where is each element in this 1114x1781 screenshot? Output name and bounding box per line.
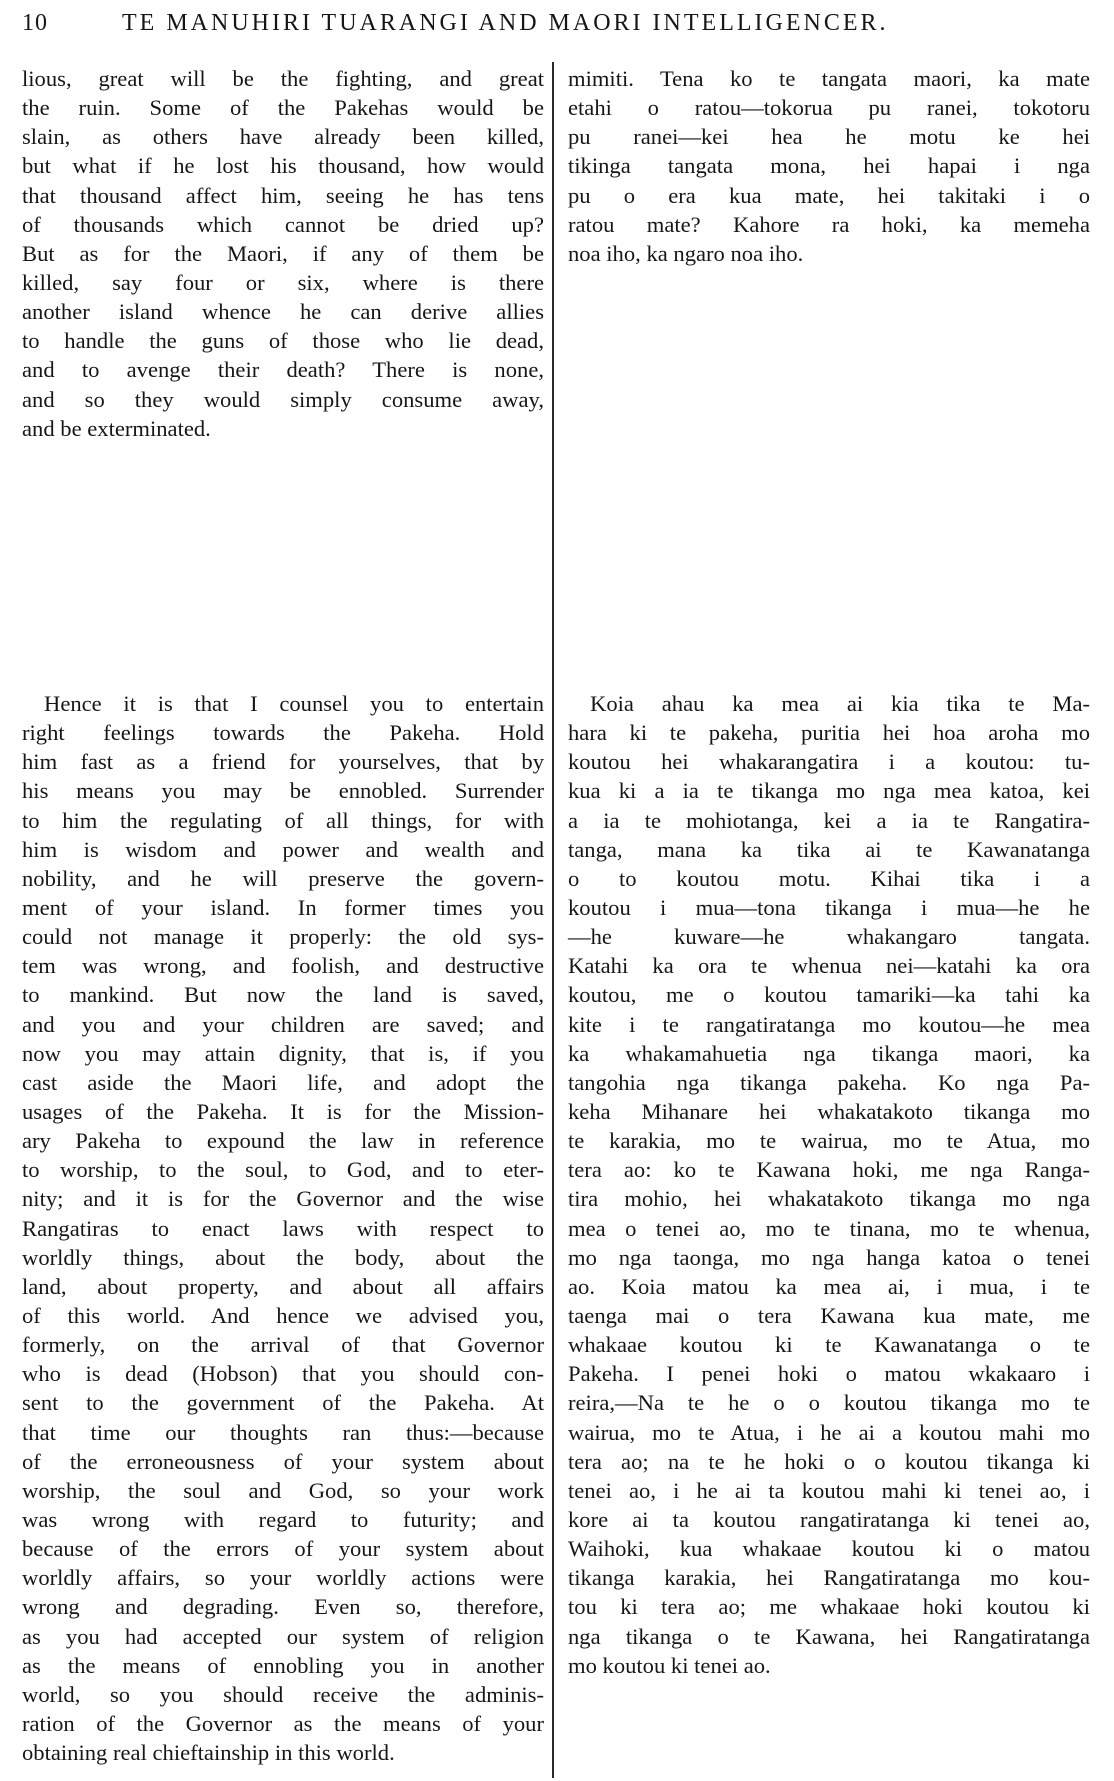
text-line: obtaining real chieftainship in this world. <box>22 1740 395 1766</box>
text-line: pu o era kua mate, hei takitaki i o <box>568 182 1090 208</box>
text-line: and you and your children are saved; and <box>22 1011 544 1037</box>
text-line: usages of the Pakeha. It is for the Mission- <box>22 1098 544 1124</box>
text-line: taenga mai o tera Kawana kua mate, me <box>568 1302 1090 1328</box>
text-line: tenei ao, i he ai ta koutou mahi ki tenei ao, i <box>568 1477 1090 1503</box>
page-header <box>22 4 1012 48</box>
text-line: Katahi ka ora te whenua nei—katahi ka ora <box>568 953 1090 979</box>
text-line: nity; and it is for the Governor and the wise <box>22 1186 544 1212</box>
maori-column-bottom <box>568 689 1090 1680</box>
text-line: to him the regulating of all things, for with <box>22 807 544 833</box>
text-line: nobility, and he will preserve the govern- <box>22 865 544 891</box>
text-line: te karakia, mo te wairua, mo te Atua, mo <box>568 1128 1090 1154</box>
text-line: tikanga karakia, hei Rangatiratanga mo kou- <box>568 1565 1090 1591</box>
text-line: keha Mihanare hei whakatakoto tikanga mo <box>568 1098 1090 1124</box>
text-line: nga tikanga o te Kawana, hei Rangatiratanga <box>568 1623 1090 1649</box>
text-line: formerly, on the arrival of that Governor <box>22 1332 544 1358</box>
text-line: ary Pakeha to expound the law in reference <box>22 1128 544 1154</box>
text-line: to mankind. But now the land is saved, <box>22 982 544 1008</box>
text-line: a ia te mohiotanga, kei a ia te Rangatira- <box>568 807 1090 833</box>
text-line: his means you may be ennobled. Surrender <box>22 778 544 804</box>
text-line: right feelings towards the Pakeha. Hold <box>22 720 544 746</box>
text-line: tera ao; na te he hoki o o koutou tikanga ki <box>568 1448 1090 1474</box>
text-line: now you may attain dignity, that is, if you <box>22 1040 544 1066</box>
text-line: tira mohio, hei whakatakoto tikanga mo nga <box>568 1186 1090 1212</box>
column-divider <box>552 62 554 1778</box>
text-line: koutou i mua—tona tikanga i mua—he he <box>568 894 1090 920</box>
text-line: noa iho, ka ngaro noa iho. <box>568 240 804 266</box>
english-column-bottom <box>22 689 544 1767</box>
text-line: ration of the Governor as the means of your <box>22 1710 544 1736</box>
text-line: slain, as others have already been killed, <box>22 124 544 150</box>
text-line: Koia ahau ka mea ai kia tika te Ma- <box>590 691 1090 716</box>
text-line: kite i te rangatiratanga mo koutou—he mea <box>568 1011 1090 1037</box>
text-line: wrong and degrading. Even so, therefore, <box>22 1594 544 1620</box>
text-line: sent to the government of the Pakeha. At <box>22 1390 544 1416</box>
english-column-top <box>22 64 544 443</box>
text-line: of this world. And hence we advised you, <box>22 1302 544 1328</box>
text-line: tera ao: ko te Kawana hoki, me nga Ranga- <box>568 1157 1090 1183</box>
text-line: lious, great will be the fighting, and great <box>22 66 544 91</box>
text-line: but what if he lost his thousand, how would <box>22 153 544 179</box>
text-line: etahi o ratou—tokorua pu ranei, tokotoru <box>568 95 1090 121</box>
text-line: that thousand affect him, seeing he has tens <box>22 182 544 208</box>
text-line: land, about property, and about all affairs <box>22 1273 544 1299</box>
text-line: —he kuware—he whakangaro tangata. <box>568 924 1090 950</box>
text-line: of the erroneousness of your system about <box>22 1448 544 1474</box>
text-line: of thousands which cannot be dried up? <box>22 211 544 237</box>
text-line: mimiti. Tena ko te tangata maori, ka mate <box>568 66 1090 91</box>
text-line: worship, the soul and God, so your work <box>22 1477 544 1503</box>
text-line: mo nga taonga, mo nga hanga katoa o tenei <box>568 1244 1090 1270</box>
text-line: tanga, mana ka tika ai te Kawanatanga <box>568 836 1090 862</box>
publication-title: TE MANUHIRI TUARANGI AND MAORI INTELLIGENCER. <box>122 10 889 36</box>
page-number: 10 <box>22 10 48 36</box>
text-line: mo koutou ki tenei ao. <box>568 1652 771 1678</box>
text-line: worldly things, about the body, about the <box>22 1244 544 1270</box>
text-line: ka whakamahuetia nga tikanga maori, ka <box>568 1040 1090 1066</box>
text-line: because of the errors of your system about <box>22 1536 544 1562</box>
text-line: another island whence he can derive allies <box>22 299 544 325</box>
text-line: ao. Koia matou ka mea ai, i mua, i te <box>568 1273 1090 1299</box>
text-line: him is wisdom and power and wealth and <box>22 836 544 862</box>
text-line: as you had accepted our system of religion <box>22 1623 544 1649</box>
text-line: o to koutou motu. Kihai tika i a <box>568 865 1090 891</box>
text-line: tikinga tangata mona, hei hapai i nga <box>568 153 1090 179</box>
text-line: worldly affairs, so your worldly actions were <box>22 1565 544 1591</box>
text-line: Pakeha. I penei hoki o matou wkakaaro i <box>568 1361 1090 1387</box>
text-line: tem was wrong, and foolish, and destructive <box>22 953 544 979</box>
text-line: wairua, mo te Atua, i he ai a koutou mahi mo <box>568 1419 1090 1445</box>
text-line: koutou hei whakarangatira i a koutou: tu- <box>568 749 1090 775</box>
text-line: koutou, me o koutou tamariki—ka tahi ka <box>568 982 1090 1008</box>
text-line: to handle the guns of those who lie dead, <box>22 328 544 354</box>
text-line: was wrong with regard to futurity; and <box>22 1506 544 1532</box>
text-line: and to avenge their death? There is none, <box>22 357 544 383</box>
text-line: mea o tenei ao, mo te tinana, mo te whenua, <box>568 1215 1090 1241</box>
text-line: kua ki a ia te tikanga mo nga mea katoa, kei <box>568 778 1090 804</box>
text-line: reira,—Na te he o o koutou tikanga mo te <box>568 1390 1090 1416</box>
text-line: and be exterminated. <box>22 415 211 441</box>
text-line: But as for the Maori, if any of them be <box>22 240 544 266</box>
text-line: ratou mate? Kahore ra hoki, ka memeha <box>568 211 1090 237</box>
text-line: to worship, to the soul, to God, and to eter- <box>22 1157 544 1183</box>
text-line: world, so you should receive the adminis- <box>22 1681 544 1707</box>
text-line: that time our thoughts ran thus:—because <box>22 1419 544 1445</box>
text-line: kore ai ta koutou rangatiratanga ki tenei ao, <box>568 1506 1090 1532</box>
text-line: as the means of ennobling you in another <box>22 1652 544 1678</box>
text-line: Waihoki, kua whakaae koutou ki o matou <box>568 1536 1090 1562</box>
text-line: pu ranei—kei hea he motu ke hei <box>568 124 1090 150</box>
text-line: Hence it is that I counsel you to entertain <box>44 691 544 716</box>
maori-column-top <box>568 64 1090 268</box>
text-line: him fast as a friend for yourselves, that by <box>22 749 544 775</box>
text-line: hara ki te pakeha, puritia hei hoa aroha mo <box>568 720 1090 746</box>
text-line: cast aside the Maori life, and adopt the <box>22 1069 544 1095</box>
text-line: whakaae koutou ki te Kawanatanga o te <box>568 1332 1090 1358</box>
text-line: and so they would simply consume away, <box>22 386 544 412</box>
text-line: could not manage it properly: the old sys- <box>22 924 544 950</box>
text-line: tangohia nga tikanga pakeha. Ko nga Pa- <box>568 1069 1090 1095</box>
text-line: killed, say four or six, where is there <box>22 269 544 295</box>
text-line: the ruin. Some of the Pakehas would be <box>22 95 544 121</box>
text-line: ment of your island. In former times you <box>22 894 544 920</box>
text-line: tou ki tera ao; me whakaae hoki koutou ki <box>568 1594 1090 1620</box>
text-line: who is dead (Hobson) that you should con- <box>22 1361 544 1387</box>
text-line: Rangatiras to enact laws with respect to <box>22 1215 544 1241</box>
